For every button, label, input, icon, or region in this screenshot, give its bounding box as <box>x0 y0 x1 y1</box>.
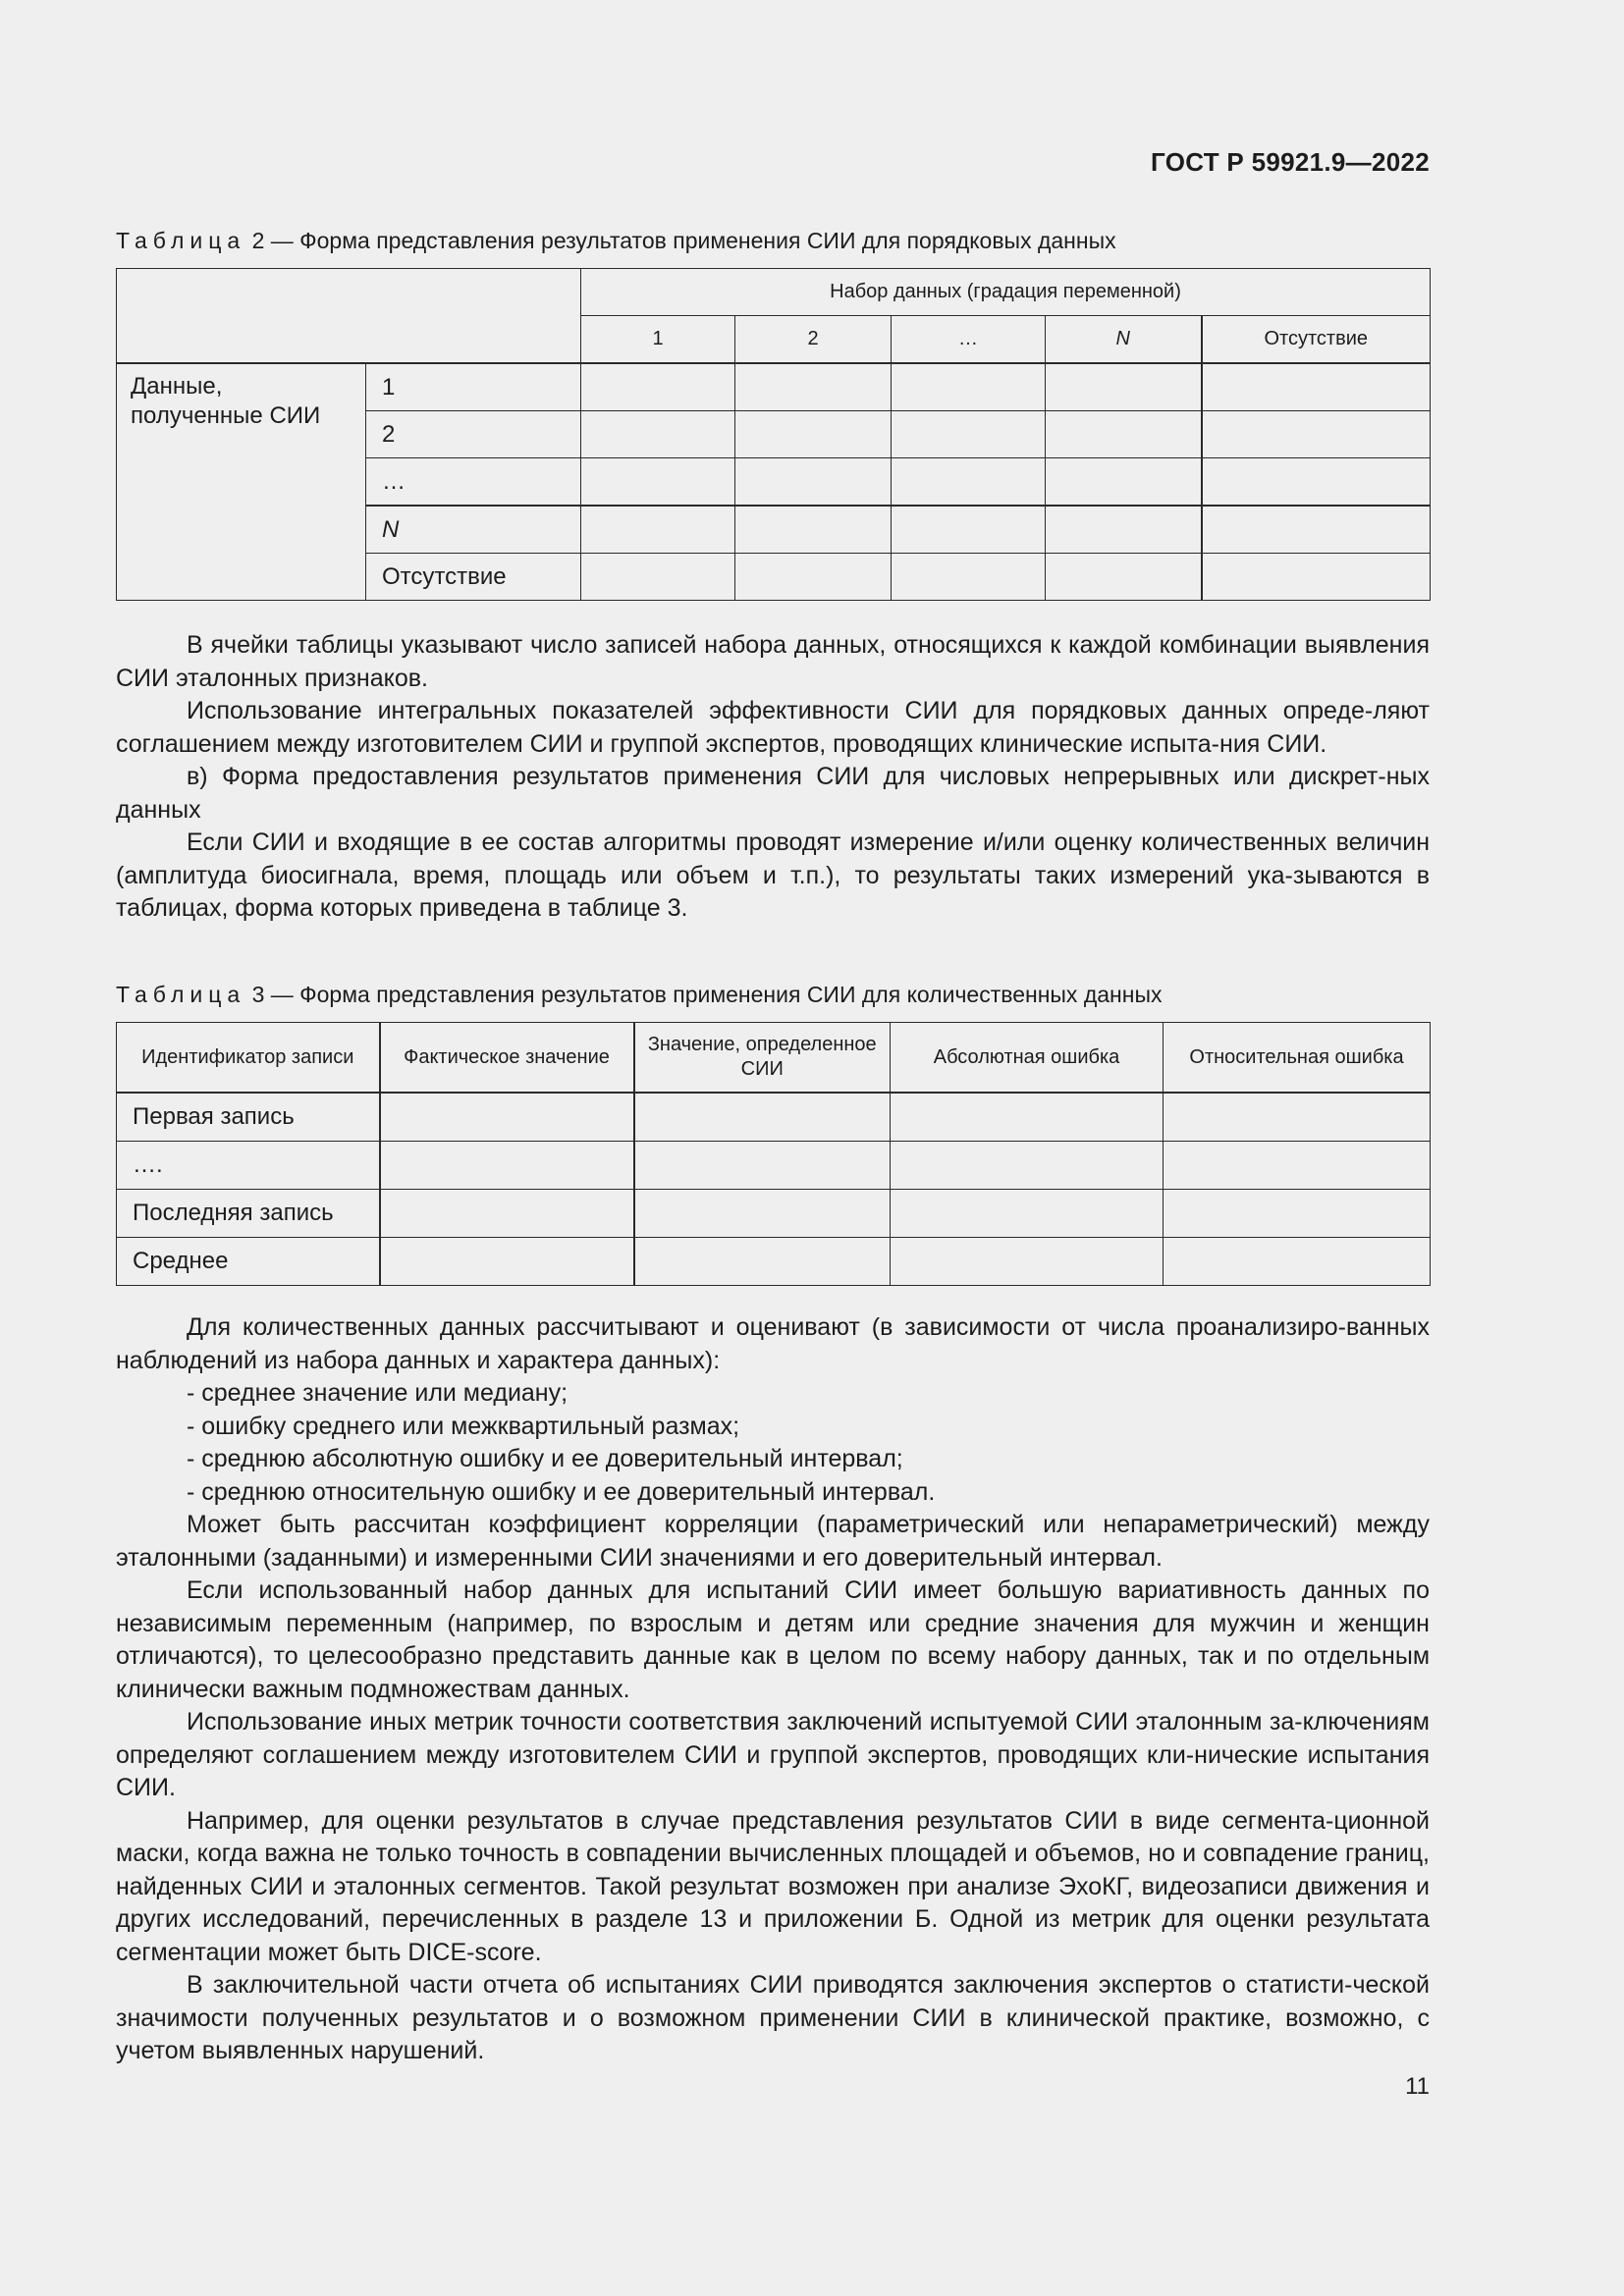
table3-col-header: Абсолютная ошибка <box>891 1023 1164 1094</box>
paragraph: Для количественных данных рассчитывают и оценивают (в зависимости от числа проанализиро-ванных наблюдений из набора данных и характера данных): <box>116 1313 1430 1374</box>
table-cell <box>1046 458 1202 507</box>
table-cell <box>892 554 1046 601</box>
table2-row-group-label: Данные, полученные СИИ <box>117 363 366 601</box>
table-cell <box>735 458 892 507</box>
table-cell <box>1046 506 1202 554</box>
table-cell <box>1202 458 1431 507</box>
paragraph: Использование иных метрик точности соответствия заключений испытуемой СИИ эталонным за-ключениям определяют соглашением между изготовителем СИИ и группой экспертов, проводящих кли-нические испытания СИИ. <box>116 1708 1430 1801</box>
paragraph: Например, для оценки результатов в случае представления результатов СИИ в виде сегмента-ционной маски, когда важна не только точность в совпадении вычисленных площадей и объемов, но и совпадение границ, найденных СИИ и эталонных сегментов. Такой результат возможен при анализе ЭхоКГ, видеозаписи движения и других исследований, перечисленных в разделе 13 и приложении Б. Одной из метрик для оценки результата сегментации может быть DICE-score. <box>116 1806 1430 1966</box>
table-cell <box>581 506 735 554</box>
table2-col-header: 1 <box>581 316 735 364</box>
table-cell <box>581 554 735 601</box>
table-cell <box>891 1093 1164 1142</box>
table-cell <box>581 411 735 458</box>
table-cell <box>380 1238 634 1286</box>
table-cell <box>1046 411 1202 458</box>
paragraph: Может быть рассчитан коэффициент корреляции (параметрический или непараметрический) между эталонными (заданными) и измеренными СИИ значениями и его доверительный интервал. <box>116 1511 1430 1572</box>
table3-col-header: Идентификатор записи <box>117 1023 380 1094</box>
body-text-section-1 <box>116 629 1430 926</box>
table-cell <box>1202 506 1431 554</box>
table-cell <box>735 363 892 411</box>
table2-row-label: 2 <box>366 411 581 458</box>
table-ordinal-results <box>116 268 1431 601</box>
table2-row-label: … <box>366 458 581 507</box>
list-item: - среднее значение или медиану; <box>187 1379 568 1407</box>
paragraph: В заключительной части отчета об испытаниях СИИ приводятся заключения экспертов о статисти-ческой значимости полученных результатов и о возможном применении СИИ в клинической практике, возможно, с учетом выявленных нарушений. <box>116 1971 1430 2064</box>
paragraph: В ячейки таблицы указывают число записей набора данных, относящихся к каждой комбинации выявления СИИ эталонных признаков. <box>116 631 1430 692</box>
list-item: - ошибку среднего или межквартильный размах; <box>187 1412 740 1440</box>
table-cell <box>1046 554 1202 601</box>
table-cell <box>380 1093 634 1142</box>
table2-col-header: Отсутствие <box>1202 316 1431 364</box>
table-cell <box>581 363 735 411</box>
table3-row-label: Последняя запись <box>117 1190 380 1238</box>
table-cell <box>891 1142 1164 1190</box>
page-number: 11 <box>1405 2073 1430 2100</box>
table3-caption-text: 3 — Форма представления результатов применения СИИ для количественных данных <box>251 982 1163 1007</box>
table-cell <box>735 506 892 554</box>
table-cell <box>581 458 735 507</box>
table-cell <box>634 1238 891 1286</box>
table3-row-label: …. <box>117 1142 380 1190</box>
table-cell <box>735 411 892 458</box>
table2-col-header: 2 <box>735 316 892 364</box>
table3-col-header: Относительная ошибка <box>1164 1023 1431 1094</box>
table-cell <box>891 1238 1164 1286</box>
table-cell <box>892 411 1046 458</box>
table-cell <box>1202 363 1431 411</box>
table3-col-header: Значение, определенное СИИ <box>634 1023 891 1094</box>
table-cell <box>634 1142 891 1190</box>
table2-corner-cell <box>117 269 581 364</box>
table-cell <box>1164 1190 1431 1238</box>
table2-col-header: … <box>892 316 1046 364</box>
table-cell <box>1164 1142 1431 1190</box>
table3-caption <box>116 980 1162 1009</box>
table3-col-header: Фактическое значение <box>380 1023 634 1094</box>
paragraph: в) Форма предоставления результатов применения СИИ для числовых непрерывных или дискрет-ных данных <box>116 763 1430 824</box>
table2-col-header: N <box>1046 316 1202 364</box>
table-cell <box>892 458 1046 507</box>
table2-top-header: Набор данных (градация переменной) <box>581 269 1431 316</box>
table-cell <box>735 554 892 601</box>
table-cell <box>380 1190 634 1238</box>
table2-row-label: N <box>366 506 581 554</box>
table-cell <box>634 1190 891 1238</box>
table-cell <box>1164 1238 1431 1286</box>
table-cell <box>891 1190 1164 1238</box>
table2-row-label: 1 <box>366 363 581 411</box>
table2-row-label: Отсутствие <box>366 554 581 601</box>
table-cell <box>634 1093 891 1142</box>
list-item: - среднюю абсолютную ошибку и ее доверительный интервал; <box>187 1445 903 1472</box>
table-cell <box>892 363 1046 411</box>
table-cell <box>1202 411 1431 458</box>
table3-row-label: Среднее <box>117 1238 380 1286</box>
table2-caption-text: 2 — Форма представления результатов применения СИИ для порядковых данных <box>251 228 1116 253</box>
paragraph: Использование интегральных показателей эффективности СИИ для порядковых данных опреде-ляют соглашением между изготовителем СИИ и группой экспертов, проводящих клинические испыта-ния СИИ. <box>116 697 1430 758</box>
document-code: ГОСТ Р 59921.9—2022 <box>1151 147 1430 177</box>
table3-row-label: Первая запись <box>117 1093 380 1142</box>
table-cell <box>892 506 1046 554</box>
table-cell <box>380 1142 634 1190</box>
table2-caption <box>116 226 1116 255</box>
paragraph: Если использованный набор данных для испытаний СИИ имеет большую вариативность данных по независимым переменным (например, по взрослым и детям или средние значения для мужчин и женщин отличаются), то целесообразно представить данные как в целом по всему набору данных, так и по отдельным клинически важным подмножествам данных. <box>116 1576 1430 1703</box>
body-text-section-2 <box>116 1311 1430 2068</box>
table-cell <box>1046 363 1202 411</box>
table3-caption-word: Таблица <box>116 982 246 1007</box>
list-item: - среднюю относительную ошибку и ее доверительный интервал. <box>187 1477 936 1506</box>
table-quantitative-results <box>116 1022 1431 1286</box>
table-cell <box>1164 1093 1431 1142</box>
paragraph: Если СИИ и входящие в ее состав алгоритмы проводят измерение и/или оценку количественных величин (амплитуда биосигнала, время, площадь или объем и т.п.), то результаты таких измерений ука-зываются в таблицах, форма которых приведена в таблице 3. <box>116 828 1430 922</box>
table2-caption-word: Таблица <box>116 228 246 253</box>
table-cell <box>1202 554 1431 601</box>
